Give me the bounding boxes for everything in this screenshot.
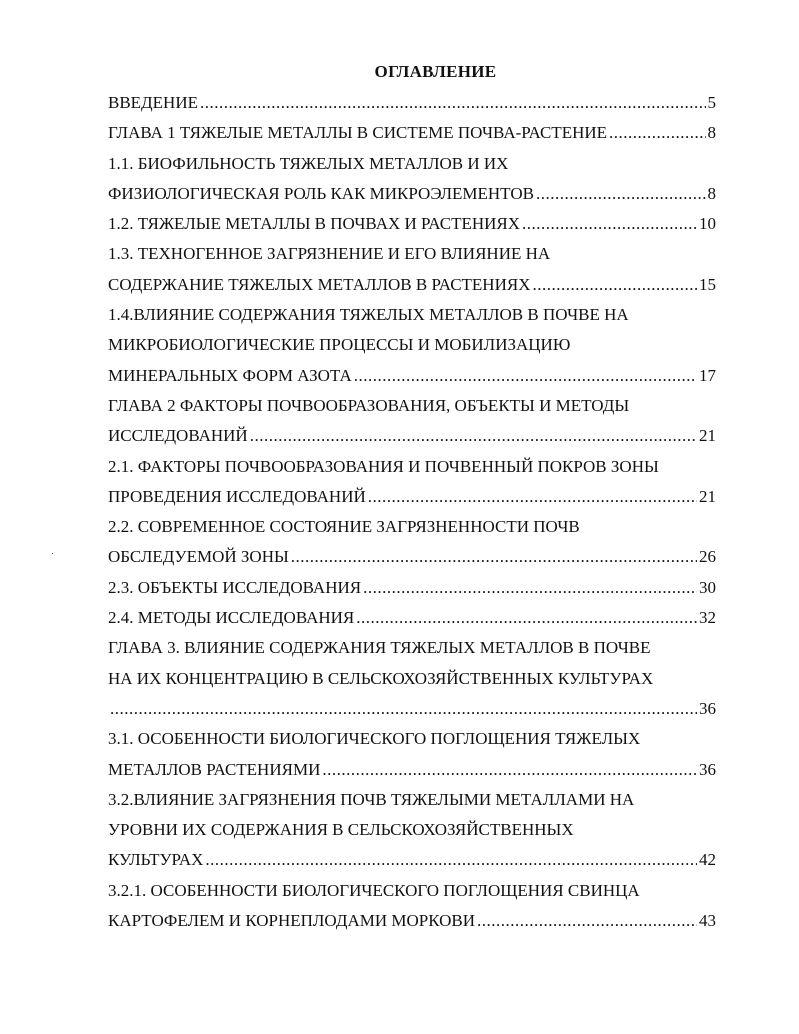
dot-leader	[205, 845, 697, 875]
toc-entry-title: КАРТОФЕЛЕМ И КОРНЕПЛОДАМИ МОРКОВИ	[108, 911, 476, 931]
page-title: ОГЛАВЛЕНИЕ	[374, 62, 497, 81]
toc-entry-final-line	[108, 179, 716, 209]
toc-entry-final-line	[108, 118, 716, 148]
toc-entry-text-line: 2.2. СОВРЕМЕННОЕ СОСТОЯНИЕ ЗАГРЯЗНЕННОСТИ ПОЧВ	[108, 517, 580, 537]
toc-entry-final-line	[108, 542, 716, 572]
toc-entry-text-line: 1.3. ТЕХНОГЕННОЕ ЗАГРЯЗНЕНИЕ И ЕГО ВЛИЯНИЕ НА	[108, 244, 551, 264]
page-number: 30	[699, 577, 716, 597]
toc-entry-title: ПРОВЕДЕНИЯ ИССЛЕДОВАНИЙ	[108, 486, 366, 506]
dot-leader	[354, 361, 697, 391]
dot-leader	[110, 694, 697, 724]
dot-leader	[356, 603, 697, 633]
toc-entry-final-line	[108, 482, 716, 512]
dot-leader	[522, 209, 697, 239]
toc-entry-final-line	[108, 573, 716, 603]
page-number: 8	[707, 123, 716, 143]
toc-entry-text-line: 2.1. ФАКТОРЫ ПОЧВООБРАЗОВАНИЯ И ПОЧВЕННЫЙ ПОКРОВ ЗОНЫ	[108, 456, 659, 476]
toc-entry-title: ОБСЛЕДУЕМОЙ ЗОНЫ	[108, 547, 289, 567]
dot-leader	[536, 179, 706, 209]
page-number: 21	[699, 486, 716, 506]
page-number: 26	[699, 547, 716, 567]
page-number: 36	[699, 698, 716, 718]
toc-entry-text-line: МИКРОБИОЛОГИЧЕСКИЕ ПРОЦЕССЫ И МОБИЛИЗАЦИЮ	[108, 335, 571, 355]
scan-speck	[52, 553, 53, 554]
dot-leader	[200, 88, 706, 118]
dot-leader	[532, 270, 697, 300]
toc-entry-final-line	[108, 209, 716, 239]
toc-entry-text-line: УРОВНИ ИХ СОДЕРЖАНИЯ В СЕЛЬСКОХОЗЯЙСТВЕННЫХ	[108, 820, 574, 840]
toc-entry	[108, 603, 716, 633]
toc-entry-title: ВВЕДЕНИЕ	[108, 93, 198, 112]
toc-entry	[108, 512, 716, 573]
page-number: 32	[699, 608, 716, 628]
toc-entry-final-line	[108, 88, 716, 118]
toc-entry	[108, 876, 716, 937]
dot-leader	[322, 755, 697, 785]
toc-entry-title: КУЛЬТУРАХ	[108, 850, 204, 870]
toc-entry	[108, 391, 716, 452]
toc-entry	[108, 209, 716, 239]
toc-entry	[108, 300, 716, 391]
toc-entry-title: 2.3. ОБЪЕКТЫ ИССЛЕДОВАНИЯ	[108, 577, 362, 597]
page-number: 36	[699, 759, 716, 779]
page-number: 10	[699, 214, 716, 234]
toc-entry-final-line	[108, 845, 716, 875]
toc-entry-text-line: НА ИХ КОНЦЕНТРАЦИЮ В СЕЛЬСКОХОЗЯЙСТВЕННЫХ КУЛЬТУРАХ	[108, 668, 654, 688]
dot-leader	[291, 542, 697, 572]
toc-entry	[108, 452, 716, 513]
page-number: 43	[699, 911, 716, 931]
table-of-contents	[108, 88, 716, 936]
dot-leader	[368, 482, 697, 512]
toc-entry-title: 1.2. ТЯЖЕЛЫЕ МЕТАЛЛЫ В ПОЧВАХ И РАСТЕНИЯХ	[108, 214, 521, 234]
toc-entry-final-line	[108, 906, 716, 936]
toc-entry-title: ФИЗИОЛОГИЧЕСКАЯ РОЛЬ КАК МИКРОЭЛЕМЕНТОВ	[108, 183, 534, 203]
toc-entry-final-line	[108, 270, 716, 300]
dot-leader	[609, 118, 705, 148]
toc-entry-title: МИНЕРАЛЬНЫХ ФОРМ АЗОТА	[108, 365, 352, 385]
toc-entry-text-line: 1.4.ВЛИЯНИЕ СОДЕРЖАНИЯ ТЯЖЕЛЫХ МЕТАЛЛОВ В ПОЧВЕ НА	[108, 305, 629, 325]
toc-entry	[108, 724, 716, 785]
toc-entry	[108, 149, 716, 210]
dot-leader	[477, 906, 697, 936]
dot-leader	[250, 421, 697, 451]
page-number: 8	[707, 183, 716, 203]
toc-entry	[108, 239, 716, 300]
dot-leader	[363, 573, 697, 603]
toc-entry-title: ИССЛЕДОВАНИЙ	[108, 426, 248, 446]
toc-entry	[108, 118, 716, 148]
toc-entry	[108, 88, 716, 118]
toc-entry-title: 2.4. МЕТОДЫ ИССЛЕДОВАНИЯ	[108, 608, 355, 628]
page-number: 42	[699, 850, 716, 870]
toc-entry-final-line	[108, 755, 716, 785]
toc-entry	[108, 633, 716, 724]
page-number: 15	[699, 274, 716, 294]
toc-entry-text-line: ГЛАВА 3. ВЛИЯНИЕ СОДЕРЖАНИЯ ТЯЖЕЛЫХ МЕТАЛЛОВ В ПОЧВЕ	[108, 638, 651, 658]
page-number: 5	[707, 93, 716, 112]
toc-entry-title: ГЛАВА 1 ТЯЖЕЛЫЕ МЕТАЛЛЫ В СИСТЕМЕ ПОЧВА-РАСТЕНИЕ	[108, 123, 608, 143]
toc-entry-final-line	[108, 694, 716, 724]
page-number: 21	[699, 426, 716, 446]
toc-entry	[108, 785, 716, 876]
toc-entry-text-line: 3.1. ОСОБЕННОСТИ БИОЛОГИЧЕСКОГО ПОГЛОЩЕНИЯ ТЯЖЕЛЫХ	[108, 729, 641, 749]
toc-entry-title: СОДЕРЖАНИЕ ТЯЖЕЛЫХ МЕТАЛЛОВ В РАСТЕНИЯХ	[108, 274, 531, 294]
toc-entry-final-line	[108, 361, 716, 391]
toc-entry-text-line: 1.1. БИОФИЛЬНОСТЬ ТЯЖЕЛЫХ МЕТАЛЛОВ И ИХ	[108, 153, 509, 173]
toc-entry-final-line	[108, 421, 716, 451]
toc-entry-text-line: 3.2.1. ОСОБЕННОСТИ БИОЛОГИЧЕСКОГО ПОГЛОЩЕНИЯ СВИНЦА	[108, 880, 640, 900]
toc-entry-title: МЕТАЛЛОВ РАСТЕНИЯМИ	[108, 759, 321, 779]
toc-entry-text-line: ГЛАВА 2 ФАКТОРЫ ПОЧВООБРАЗОВАНИЯ, ОБЪЕКТЫ И МЕТОДЫ	[108, 395, 630, 415]
page-number: 17	[699, 365, 716, 385]
toc-entry-text-line: 3.2.ВЛИЯНИЕ ЗАГРЯЗНЕНИЯ ПОЧВ ТЯЖЕЛЫМИ МЕТАЛЛАМИ НА	[108, 789, 635, 809]
toc-entry-final-line	[108, 603, 716, 633]
toc-entry	[108, 573, 716, 603]
